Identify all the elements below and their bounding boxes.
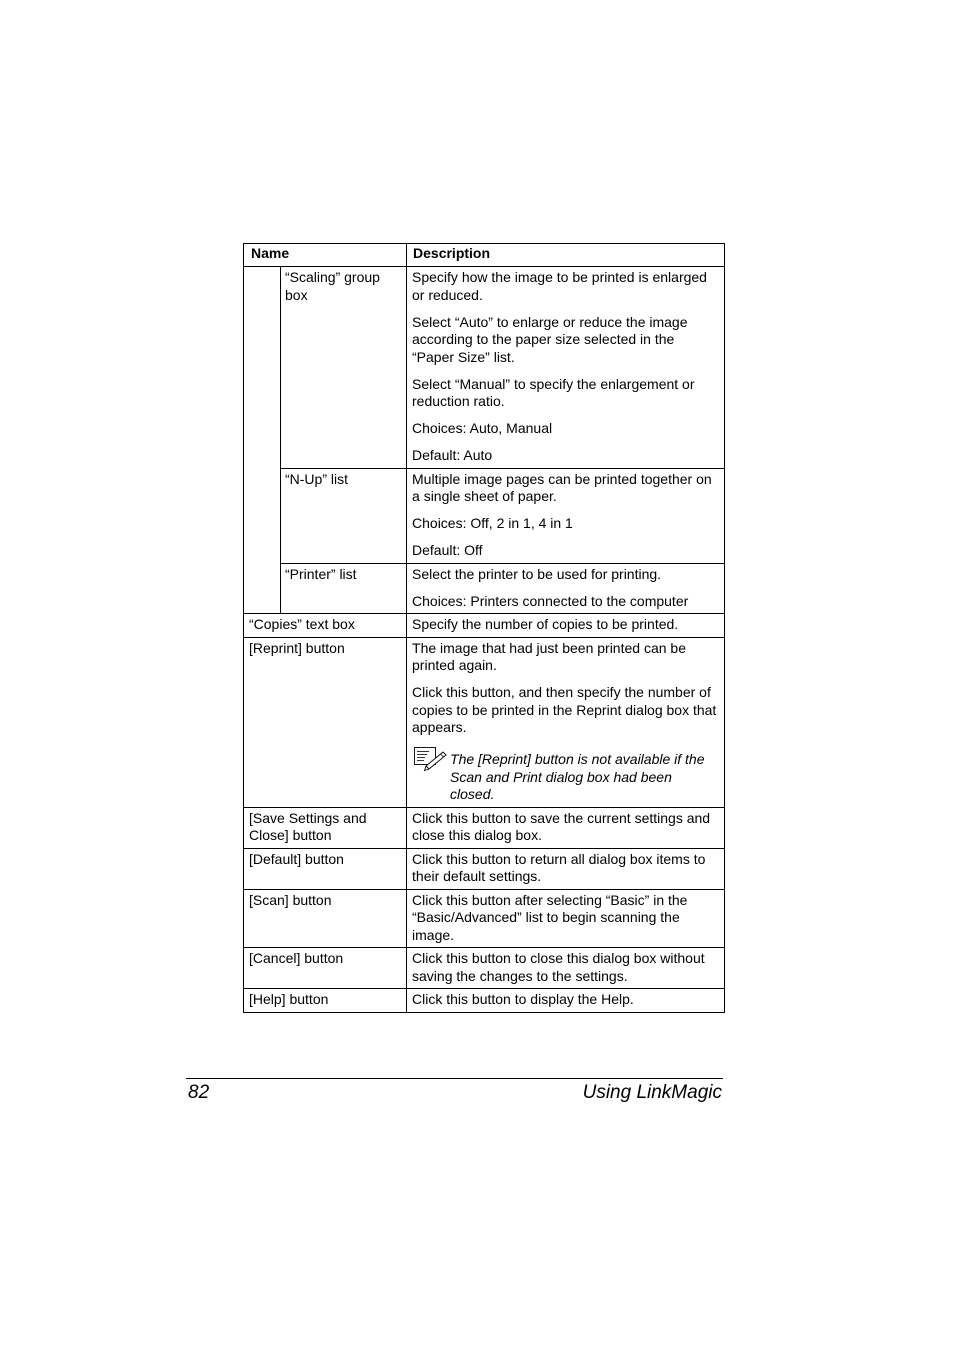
indent-cell bbox=[244, 267, 281, 614]
row-description bbox=[407, 848, 725, 889]
description-paragraph: The image that had just been printed can be printed again. bbox=[412, 639, 686, 673]
row-name: “Scaling” group box bbox=[281, 267, 407, 469]
description-paragraph: Click this button to save the current settings and close this dialog box. bbox=[412, 809, 711, 843]
note-block bbox=[412, 746, 720, 804]
table-row bbox=[244, 948, 725, 989]
row-description bbox=[407, 563, 725, 614]
description-paragraph: Choices: Off, 2 in 1, 4 in 1 bbox=[412, 515, 573, 531]
row-description bbox=[407, 948, 725, 989]
description-paragraph: Select “Manual” to specify the enlargement or reduction ratio. bbox=[412, 375, 695, 409]
row-name: “Printer” list bbox=[281, 563, 407, 614]
header-description: Description bbox=[407, 244, 725, 267]
description-paragraph: Default: Off bbox=[412, 542, 483, 558]
footer-title: Using LinkMagic bbox=[582, 1082, 722, 1103]
note-text: The [Reprint] button is not available if the Scan and Print dialog box had been closed. bbox=[450, 751, 705, 802]
description-paragraph: Specify the number of copies to be printed. bbox=[412, 616, 679, 632]
description-paragraph: Select “Auto” to enlarge or reduce the image according to the paper size selected in the “Paper Size” list. bbox=[412, 313, 688, 365]
description-paragraph: Click this button, and then specify the number of copies to be printed in the Reprint dialog box that appears. bbox=[412, 684, 717, 735]
settings-table bbox=[243, 243, 725, 1013]
footer-divider bbox=[186, 1078, 723, 1079]
row-description bbox=[407, 614, 725, 638]
row-description bbox=[407, 468, 725, 563]
row-name: [Cancel] button bbox=[244, 948, 407, 989]
row-description bbox=[407, 267, 725, 469]
table-row bbox=[244, 267, 725, 469]
table-header-row bbox=[244, 244, 725, 267]
table-row bbox=[244, 637, 725, 807]
description-paragraph: Select the printer to be used for printing. bbox=[412, 565, 662, 582]
description-paragraph: Choices: Auto, Manual bbox=[412, 420, 553, 436]
table-row bbox=[244, 848, 725, 889]
description-paragraph: Click this button to return all dialog box items to their default settings. bbox=[412, 850, 706, 884]
row-name: “N-Up” list bbox=[281, 468, 407, 563]
description-paragraph: Default: Auto bbox=[412, 447, 493, 463]
header-name: Name bbox=[244, 244, 407, 267]
table-row bbox=[244, 614, 725, 638]
row-description bbox=[407, 637, 725, 807]
row-description bbox=[407, 807, 725, 848]
row-description bbox=[407, 989, 725, 1013]
page-number: 82 bbox=[188, 1082, 210, 1103]
description-paragraph: Choices: Printers connected to the computer bbox=[412, 592, 689, 609]
table-row bbox=[244, 563, 725, 614]
row-name: [Default] button bbox=[244, 848, 407, 889]
row-name: [Save Settings and Close] button bbox=[244, 807, 407, 848]
description-paragraph: Click this button to display the Help. bbox=[412, 991, 634, 1007]
description-paragraph: Multiple image pages can be printed together on a single sheet of paper. bbox=[412, 470, 712, 504]
row-name: “Copies” text box bbox=[244, 614, 407, 638]
description-paragraph: Click this button to close this dialog box without saving the changes to the settings. bbox=[412, 950, 705, 984]
row-name: [Scan] button bbox=[244, 889, 407, 948]
description-paragraph: Click this button after selecting “Basic” in the “Basic/Advanced” list to begin scanning the image. bbox=[412, 891, 688, 943]
row-name: [Help] button bbox=[244, 989, 407, 1013]
row-name: [Reprint] button bbox=[244, 637, 407, 807]
table-row bbox=[244, 468, 725, 563]
description-paragraph: Specify how the image to be printed is enlarged or reduced. bbox=[412, 269, 707, 303]
row-description bbox=[407, 889, 725, 948]
note-pencil-icon bbox=[412, 746, 450, 772]
table-row bbox=[244, 989, 725, 1013]
table-row bbox=[244, 807, 725, 848]
table-row bbox=[244, 889, 725, 948]
